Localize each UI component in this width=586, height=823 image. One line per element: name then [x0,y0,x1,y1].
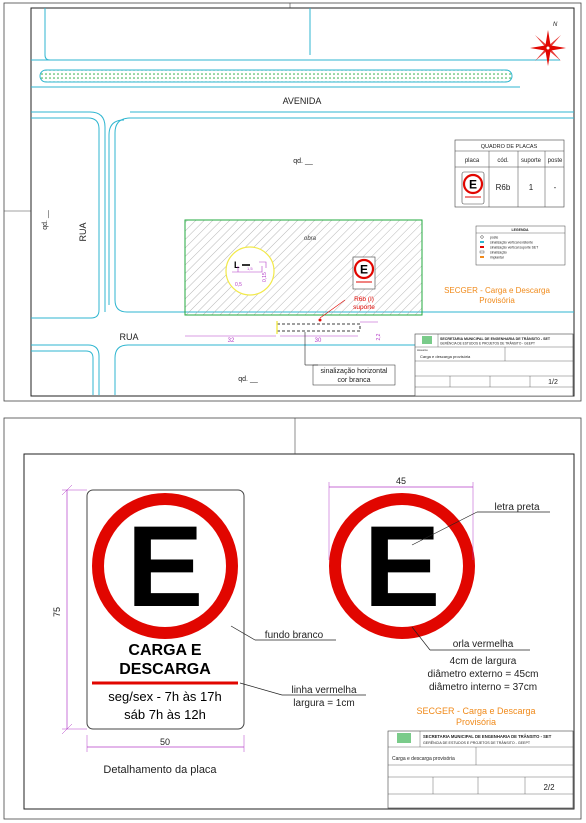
logo-icon [422,336,432,344]
block-left-label: qd. __ [42,210,49,230]
dim-plate-width: 50 [159,737,171,747]
secger-title: SECGER - Carga e Descarga [444,286,550,295]
block-bottom-label: qd. __ [238,376,258,383]
legend-item: implantar [490,255,504,260]
dim-label: L [234,260,240,270]
quadro-header-placa: placa [464,158,480,164]
r6b-map-sign-icon [353,257,375,289]
legend-title: LEGENDA [511,228,529,232]
orla-outer-diameter: diâmetro externo = 45cm [427,669,539,680]
obra-label: obra [303,236,317,242]
logo-icon [397,733,411,743]
fundo-callout: fundo branco [264,630,324,641]
plate-text-line3: seg/sex - 7h às 17h [108,689,222,704]
plate-sign-letter: E [126,503,204,631]
sheet-number: 1/2 [548,379,558,386]
detail-callout [226,247,274,295]
block-top-label: qd. __ [293,158,313,165]
linha-callout: linha vermelha [291,685,357,696]
assunto-value: Carga e descarga provisória [420,354,471,359]
plate-text-line4: sáb 7h às 12h [124,707,206,722]
assunto-value: Carga e descarga provisória [392,756,455,762]
r6b-callout: R6b (I) [354,296,374,303]
secger-subtitle: Provisória [479,296,515,305]
dim-plate-height: 75 [52,606,62,618]
sheet-number: 2/2 [543,783,555,792]
rua-left-label: RUA [78,222,88,242]
sheet-1 [4,3,581,401]
legend [476,226,565,265]
legend-item: sinalização vertical existente [490,240,533,245]
title-block-2 [388,731,573,808]
secger-title: SECGER - Carga e Descarga [416,706,536,716]
svg-text:E: E [359,262,369,277]
quadro-header-suporte: suporte [520,158,542,164]
title-block-1 [415,334,573,396]
plate-text-line1: CARGA E [128,642,202,659]
orla-inner-diameter: diâmetro interno = 37cm [428,682,538,693]
legend-item: sinalização [490,250,507,255]
suporte-callout: suporte [353,304,375,311]
dept-name: GERÊNCIA DE ESTUDOS E PROJETOS DE TRÂNSITO - GEEPT [440,341,535,346]
legend-item: poste [490,235,499,240]
letra-callout: letra preta [494,502,540,513]
quadro-suporte-value: 1 [528,183,534,192]
dim-label: 30 [314,338,322,344]
orla-width: 4cm de largura [449,656,517,667]
orla-callout: orla vermelha [452,639,514,650]
quadro-header-poste: poste [547,158,563,164]
quadro-poste-value: - [553,183,557,192]
secger-subtitle: Provisória [455,717,497,727]
sinal-horiz-color: cor branca [337,377,371,384]
plate-text-line2: DESCARGA [119,661,211,678]
quadro-header-cod: cód. [497,158,509,164]
org-name: SECRETARIA MUNICIPAL DE ENGENHARIA DE TRÂNSITO - SET [440,337,551,341]
avenida-label: AVENIDA [282,96,322,106]
r6b-sign-thumbnail-icon [462,172,484,204]
dept-name: GERÊNCIA DE ESTUDOS E PROJETOS DE TRÂNSITO - GEEPT [423,741,531,745]
sinal-horiz-callout: sinalização horizontal [320,368,388,375]
org-name: SECRETARIA MUNICIPAL DE ENGENHARIA DE TRÂNSITO - SET [423,734,552,739]
quadro-de-placas [455,140,564,207]
dim-label: 0,5 [235,282,242,288]
plate-detail [87,490,244,729]
north-label: N [553,22,558,28]
assunto-label: Assunto [417,348,428,352]
dim-label: 1,5 [247,266,253,271]
dim-label: 0,15 [262,272,268,282]
circle-sign-letter: E [363,503,441,631]
quadro-title: QUADRO DE PLACAS [480,144,538,150]
obra-area [185,220,422,315]
linha-width: largura = 1cm [293,698,355,709]
quadro-cod-value: R6b [495,183,511,192]
circle-sign-detail [335,499,469,633]
rua-bottom-label: RUA [119,332,139,342]
detalhamento-label: Detalhamento da placa [103,764,217,776]
sheet-2 [4,418,581,819]
dim-label: 32 [227,338,235,344]
svg-text:E: E [468,177,478,192]
legend-item: sinalização vertical suporte SET [490,245,539,250]
dim-circle-width: 45 [395,476,407,486]
dim-label: 2,2 [376,333,382,341]
